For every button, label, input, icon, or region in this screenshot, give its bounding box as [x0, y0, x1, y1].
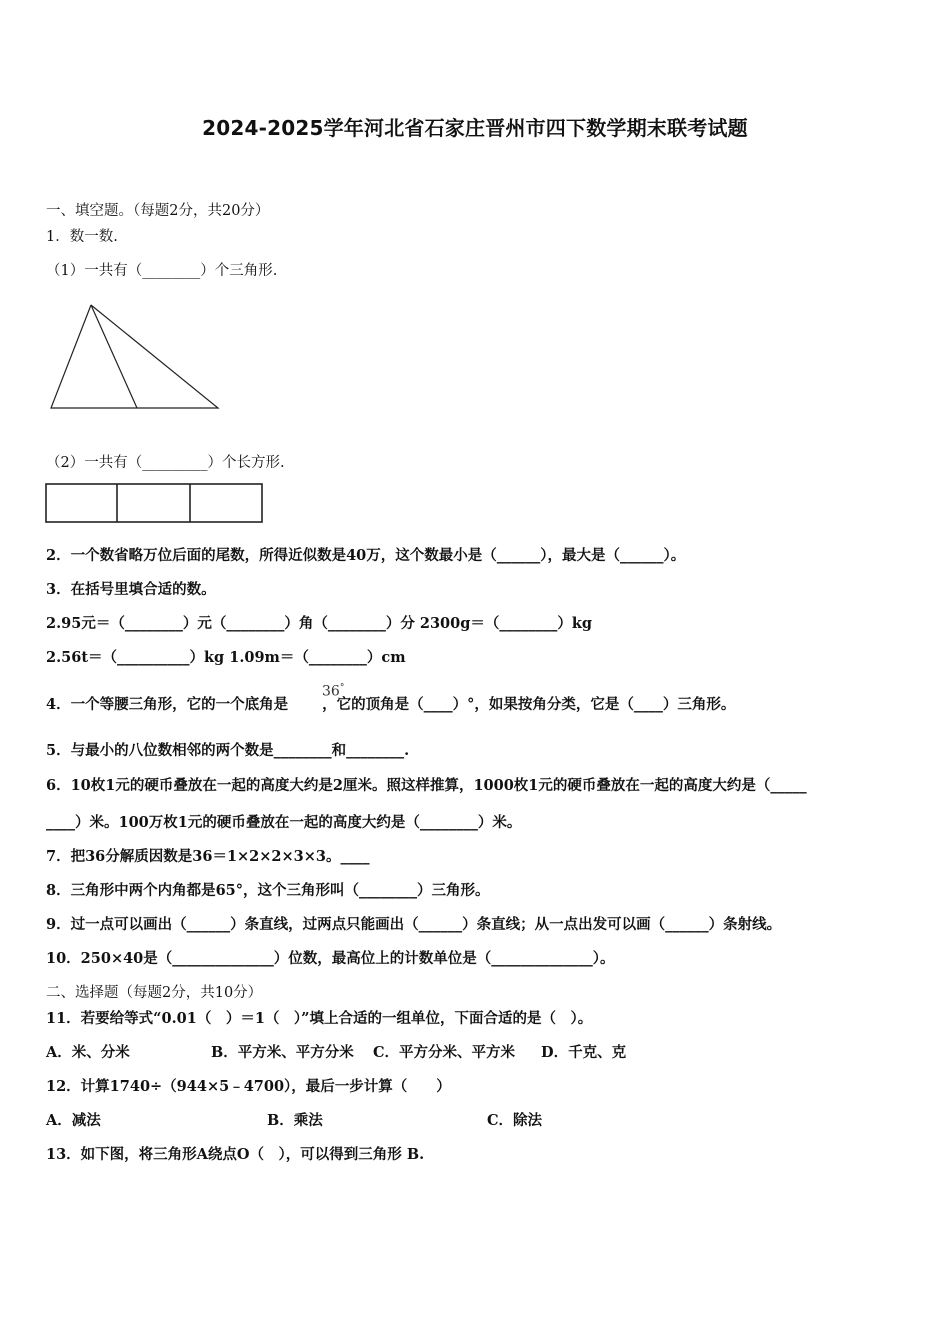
question-4-suffix: ，它的顶角是（____）°，如果按角分类，它是（____）三角形。 — [322, 696, 736, 713]
question-4 — [46, 695, 735, 715]
question-4-prefix: 4．一个等腰三角形，它的一个底角是 — [46, 696, 289, 713]
section-heading-choice: 二、选择题（每题2分，共10分） — [46, 985, 263, 1001]
question-3-line-b: 2.56t＝（__________）kg 1.09m＝（________）cm — [46, 649, 406, 666]
question-13: 13．如下图，将三角形A绕点O（ ），可以得到三角形 B. — [46, 1146, 425, 1163]
question-8: 8．三角形中两个内角都是65°，这个三角形叫（________）三角形。 — [46, 882, 490, 899]
question-6-line-b: ____）米。100万枚1元的硬币叠放在一起的高度大约是（________）米。 — [46, 814, 522, 831]
triangle-figure — [46, 300, 226, 415]
angle-value: 36° — [322, 683, 345, 700]
question-10: 10．250×40是（______________）位数，最高位上的计数单位是（______________）。 — [46, 950, 615, 967]
question-9: 9．过一点可以画出（______）条直线，过两点只能画出（______）条直线；从一点出发可以画（______）条射线。 — [46, 916, 782, 933]
option-c: C．除法 — [487, 1112, 543, 1129]
question-3: 3．在括号里填合适的数。 — [46, 581, 216, 598]
question-7: 7．把36分解质因数是36＝1×2×2×3×3。____ — [46, 848, 370, 865]
option-c: C．平方分米、平方米 — [373, 1044, 516, 1061]
question-11: 11．若要给等式“0.01（ ）＝1（ ）”填上合适的一组单位，下面合适的是（ ）。 — [46, 1010, 593, 1027]
option-b: B．平方米、平方分米 — [211, 1044, 354, 1061]
question-1-part-1: （1）一共有（________）个三角形. — [46, 263, 278, 279]
question-1-part-2: （2）一共有（_________）个长方形. — [46, 455, 285, 471]
option-d: D．千克、克 — [541, 1044, 627, 1061]
question-2: 2．一个数省略万位后面的尾数，所得近似数是40万，这个数最小是（______），最大是（______）。 — [46, 547, 686, 564]
section-heading-fill-blanks: 一、填空题。（每题2分，共20分） — [46, 203, 270, 219]
question-5: 5．与最小的八位数相邻的两个数是________和________. — [46, 742, 410, 759]
option-b: B．乘法 — [267, 1112, 323, 1129]
question-1: 1．数一数. — [46, 229, 118, 245]
question-6-line-a: 6．10枚1元的硬币叠放在一起的高度大约是2厘米。照这样推算，1000枚1元的硬币叠放在一起的高度大约是（_____ — [46, 777, 807, 794]
option-a: A．米、分米 — [46, 1044, 130, 1061]
page-title: 2024-2025学年河北省石家庄晋州市四下数学期末联考试题 — [202, 116, 748, 140]
option-a: A．减法 — [46, 1112, 101, 1129]
rectangles-figure — [45, 483, 265, 525]
question-12: 12．计算1740÷（944×5﹣4700），最后一步计算（ ） — [46, 1078, 451, 1095]
question-3-line-a: 2.95元＝（________）元（________）角（________）分 2300g＝（________）kg — [46, 615, 593, 632]
